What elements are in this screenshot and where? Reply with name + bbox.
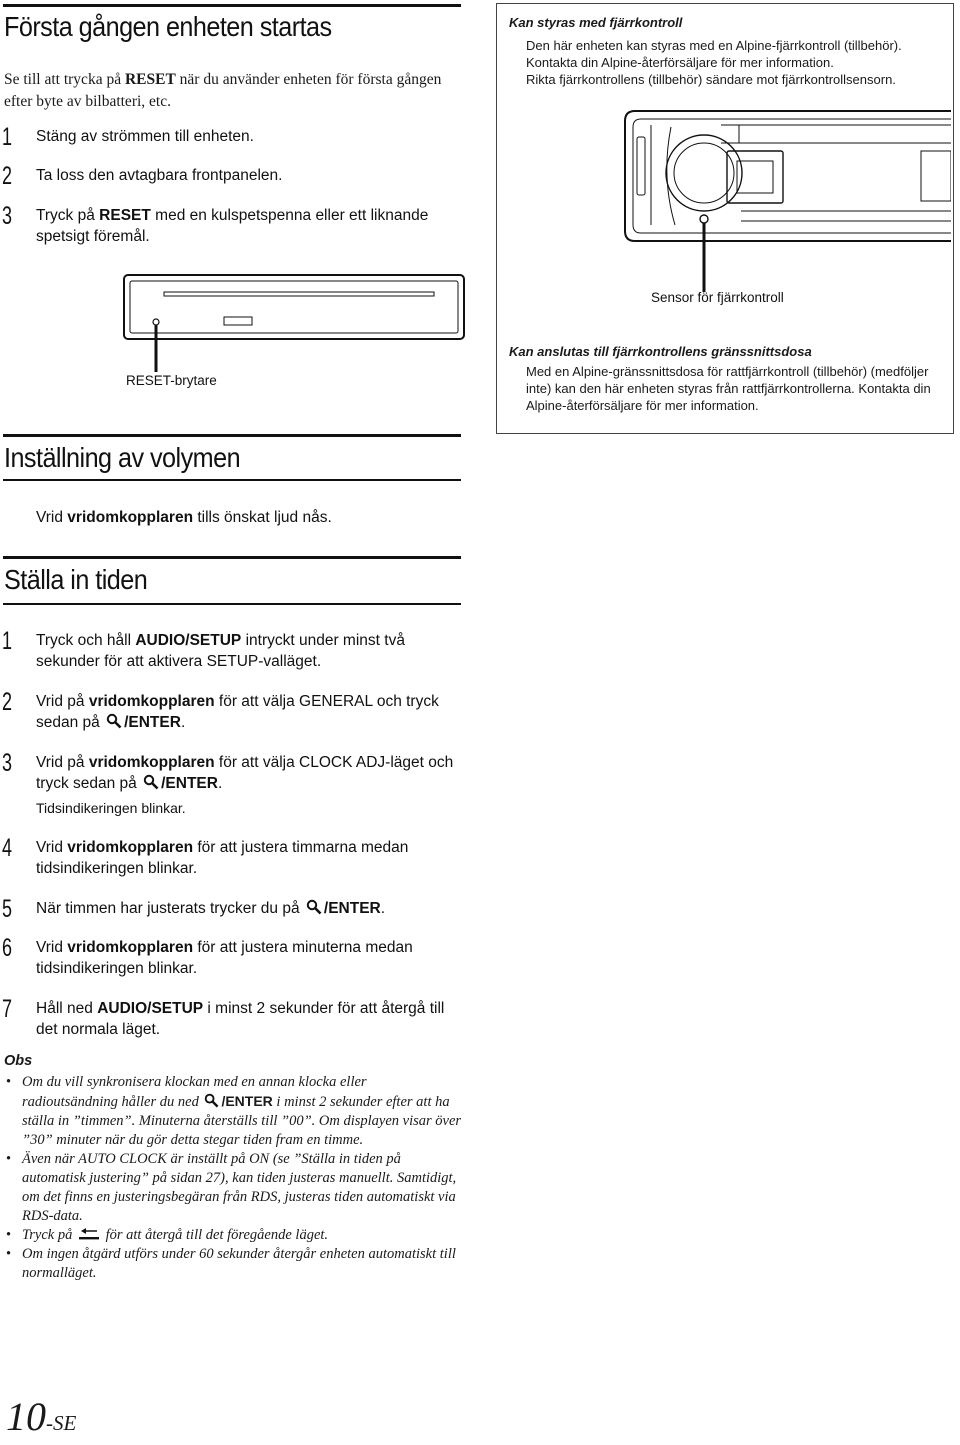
step-text: Vrid vridomkopplaren för att justera minuterna medan tidsindikeringen blinkar. xyxy=(36,939,413,977)
step-number: 2 xyxy=(2,688,13,716)
search-icon xyxy=(106,713,122,729)
notes-list xyxy=(4,1073,464,1283)
section-rule xyxy=(3,479,461,481)
reset-switch-label: RESET-brytare xyxy=(126,373,217,388)
remote-text-line: Kontakta din Alpine-återförsäljare för mer information. xyxy=(526,55,834,70)
step-note: Tidsindikeringen blinkar. xyxy=(36,800,186,816)
list-item: • Om du vill synkronisera klockan med en annan klocka eller radioutsändning håller du ned /ENTER i minst 2 sekunder efter att ha ställa in ”timmen”. Minuterna återställs till ”00”. Om displayen visar över ”30” minuter när du gör detta stegar tiden fram en timme. xyxy=(6,1074,462,1148)
step-text: Tryck på RESET med en kulspetspenna eller ett liknande spetsigt föremål. xyxy=(36,207,429,245)
notes-title: Obs xyxy=(4,1053,33,1069)
interface-text: Med en Alpine-gränssnittsdosa för rattfjärrkontroll (tillbehör) (medföljer inte) kan den här enheten styras från rattfjärrkontrollerna. Kontakta din Alpine-återförsäljare för mer information. xyxy=(526,364,931,413)
step-text: Vrid på vridomkopplaren för att välja GENERAL och tryck sedan på /ENTER. xyxy=(36,693,439,731)
faceplate-illustration xyxy=(621,107,951,292)
step-number: 2 xyxy=(2,162,13,190)
search-icon xyxy=(306,899,322,915)
step-text: Tryck och håll AUDIO/SETUP intryckt under minst två sekunder för att aktivera SETUP-valläget. xyxy=(36,632,405,670)
section-bar xyxy=(3,4,461,7)
search-icon xyxy=(143,774,159,790)
step-number: 3 xyxy=(2,202,13,230)
sensor-label: Sensor för fjärrkontroll xyxy=(651,290,784,305)
section-title-volume: Inställning av volymen xyxy=(4,442,241,473)
step-number: 1 xyxy=(2,627,13,655)
step-text: När timmen har justerats trycker du på /ENTER. xyxy=(36,900,386,917)
step-text: Ta loss den avtagbara frontpanelen. xyxy=(36,167,283,184)
section-bar xyxy=(3,434,461,437)
search-icon xyxy=(204,1093,219,1108)
step-number: 1 xyxy=(2,123,13,151)
remote-control-info-box xyxy=(496,3,954,434)
section-title-first-start: Första gången enheten startas xyxy=(4,11,332,42)
step-number: 4 xyxy=(2,834,13,862)
remote-text-line: Den här enheten kan styras med en Alpine-fjärrkontroll (tillbehör). xyxy=(526,38,902,53)
first-start-intro: Se till att trycka på RESET när du använder enheten för första gången efter byte av bilbatteri, etc. xyxy=(4,71,442,110)
step-number: 5 xyxy=(2,895,13,923)
step-text: Stäng av strömmen till enheten. xyxy=(36,128,254,145)
device-reset-illustration xyxy=(120,272,470,372)
list-item: • Tryck på för att återgå till det föregående läget. xyxy=(6,1227,329,1243)
step-number: 6 xyxy=(2,934,13,962)
step-text: Håll ned AUDIO/SETUP i minst 2 sekunder för att återgå till det normala läget. xyxy=(36,1000,445,1038)
return-icon xyxy=(78,1227,100,1241)
step-text: Vrid vridomkopplaren för att justera timmarna medan tidsindikeringen blinkar. xyxy=(36,839,409,877)
interface-heading: Kan anslutas till fjärrkontrollens gränssnittsdosa xyxy=(509,344,812,359)
step-number: 7 xyxy=(2,995,13,1023)
remote-text-line: Rikta fjärrkontrollens (tillbehör) sändare mot fjärrkontrollsensorn. xyxy=(526,72,896,87)
step-text: Vrid på vridomkopplaren för att välja CLOCK ADJ-läget och tryck sedan på /ENTER. Tidsindikeringen blinkar. xyxy=(36,752,461,819)
page-number: 10-SE xyxy=(6,1394,77,1439)
section-bar xyxy=(3,556,461,559)
section-title-clock: Ställa in tiden xyxy=(4,564,148,595)
remote-heading: Kan styras med fjärrkontroll xyxy=(509,15,683,30)
step-number: 3 xyxy=(2,749,13,777)
section-rule xyxy=(3,603,461,605)
list-item: • Om ingen åtgärd utförs under 60 sekunder återgår enheten automatiskt till normalläget. xyxy=(6,1246,456,1281)
list-item: • Även när AUTO CLOCK är inställt på ON (se ”Ställa in tiden på automatisk justering” på sidan 27), kan tiden justeras manuellt. Samtidigt, om det finns en justeringsbegäran från RDS, justeras tiden automatiskt via RDS-data. xyxy=(6,1151,457,1224)
